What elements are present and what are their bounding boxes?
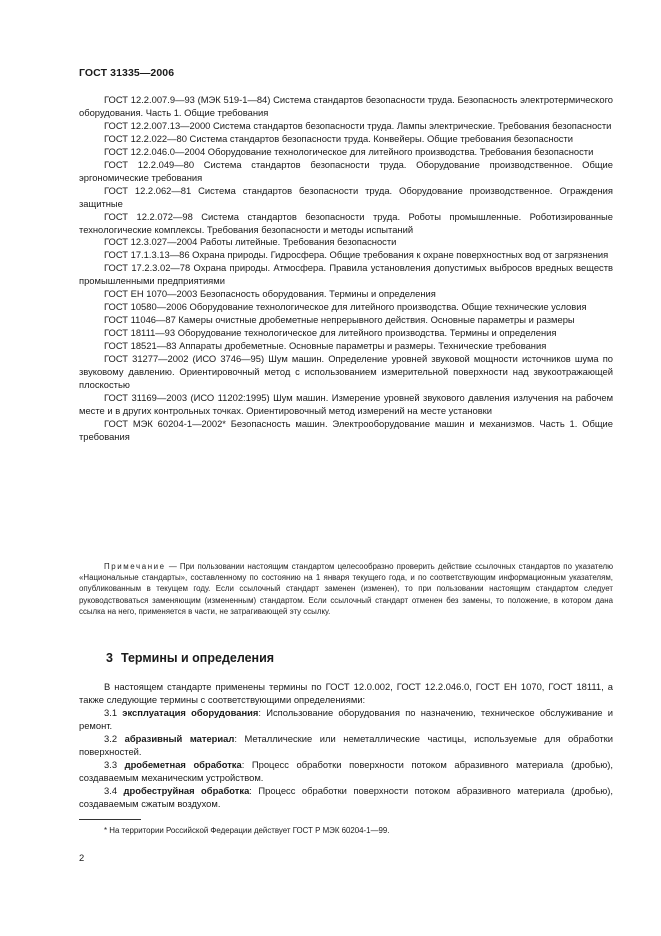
reference-item <box>79 301 613 314</box>
reference-item <box>79 120 613 133</box>
page-header-standard-title: ГОСТ 31335—2006 <box>79 67 175 79</box>
reference-item <box>79 211 613 237</box>
normative-references-list <box>79 94 613 444</box>
reference-item <box>79 185 613 211</box>
reference-code: ГОСТ 12.2.007.13—2000 <box>104 119 211 131</box>
reference-item <box>79 392 613 418</box>
reference-title: Охрана природы. Гидросфера. Общие требования к охране поверхностных вод от загрязнения <box>192 249 609 261</box>
term-definition <box>79 707 613 733</box>
reference-title: Система стандартов безопасности труда. Роботы промышленные. Роботизированные технологические комплексы. Требования безопасности и методы испытаний <box>79 210 613 235</box>
reference-code: ГОСТ 12.2.072—98 <box>104 210 193 222</box>
reference-code: ГОСТ МЭК 60204-1—2002* <box>104 417 226 429</box>
reference-title: Оборудование технологическое для литейного производства. Термины и определения <box>177 327 557 339</box>
reference-code: ГОСТ 18111—93 <box>104 327 176 339</box>
reference-item <box>79 159 613 185</box>
reference-item <box>79 262 613 288</box>
term-name: абразивный материал <box>124 732 235 744</box>
reference-title: Система стандартов безопасности труда. Безопасность электротермического оборудования. Часть 1. Общие требования <box>79 94 614 118</box>
reference-code: ГОСТ 12.2.046.0—2004 <box>104 145 206 157</box>
reference-item <box>79 418 613 444</box>
term-definition-text: : Процесс обработки поверхности потоком абразивного материала (дробью), создаваемым механическим устройством. <box>79 758 613 783</box>
reference-item <box>79 146 613 159</box>
reference-item <box>79 249 613 262</box>
term-definition <box>79 759 613 785</box>
reference-code: ГОСТ ЕН 1070—2003 <box>104 288 198 300</box>
term-name: эксплуатация оборудования <box>122 706 259 718</box>
section-heading <box>106 651 274 665</box>
footnote-separator <box>79 819 141 820</box>
term-name: дробеметная обработка <box>124 758 242 770</box>
references-note <box>79 561 613 617</box>
term-definition <box>79 733 613 759</box>
reference-title: Аппараты дробеметные. Основные параметры и размеры. Технические требования <box>179 340 547 352</box>
section-title-text: Термины и определения <box>120 651 275 665</box>
reference-code: ГОСТ 11046—87 <box>104 314 176 326</box>
reference-code: ГОСТ 12.2.022—80 <box>104 132 187 144</box>
reference-code: ГОСТ 31169—2003 (ИСО 11202:1995) <box>104 391 270 403</box>
term-definition-text: : Процесс обработки поверхности потоком абразивного материала (дробью), создаваемым сжатым воздухом. <box>79 784 613 809</box>
term-definition-text: : Использование оборудования по назначению, техническое обслуживание и ремонт. <box>79 706 613 731</box>
reference-title: Работы литейные. Требования безопасности <box>199 236 397 248</box>
reference-title: Шум машин. Измерение уровней звукового давления излучения на рабочем месте и в других контрольных точках. Ориентировочный метод измерений на месте установки <box>79 391 614 416</box>
term-definition <box>79 785 613 811</box>
reference-code: ГОСТ 17.1.3.13—86 <box>104 249 190 261</box>
section-number: 3 <box>106 651 113 665</box>
reference-code: ГОСТ 18521—83 <box>104 340 177 352</box>
reference-code: ГОСТ 17.2.3.02—78 <box>104 262 191 274</box>
reference-title: Безопасность машин. Электрооборудование машин и механизмов. Часть 1. Общие требования <box>79 417 613 442</box>
terms-definitions-body <box>79 681 613 811</box>
reference-title: Система стандартов безопасности труда. Конвейеры. Общие требования безопасности <box>189 132 574 144</box>
term-number: 3.2 <box>104 732 118 744</box>
reference-code: ГОСТ 12.2.062—81 <box>104 184 192 196</box>
reference-title: Система стандартов безопасности труда. Оборудование производственное. Ограждения защитные <box>79 184 613 209</box>
page-number: 2 <box>79 852 85 863</box>
terms-intro-paragraph: В настоящем стандарте применены термины по ГОСТ 12.0.002, ГОСТ 12.2.046.0, ГОСТ ЕН 1070, ГОСТ 18111, а также следующие термины с соответствующими определениями: <box>79 681 613 705</box>
reference-title: Камеры очистные дробеметные непрерывного действия. Основные параметры и размеры <box>178 314 575 326</box>
term-number: 3.4 <box>104 784 118 796</box>
reference-title: Система стандартов безопасности труда. Оборудование производственное. Общие эргономические требования <box>79 158 613 183</box>
reference-title: Безопасность оборудования. Термины и определения <box>199 288 436 300</box>
term-number: 3.1 <box>104 706 118 718</box>
reference-code: ГОСТ 12.2.007.9—93 (МЭК 519-1—84) <box>104 94 271 105</box>
term-name: дробеструйная обработка <box>123 784 250 796</box>
document-page <box>79 0 613 936</box>
reference-item <box>79 288 613 301</box>
footnote-text: * На территории Российской Федерации действует ГОСТ Р МЭК 60204-1—99. <box>104 826 390 835</box>
reference-title: Оборудование технологическое для литейного производства. Общие технические условия <box>189 301 587 313</box>
reference-code: ГОСТ 10580—2006 <box>104 301 187 313</box>
reference-item <box>79 340 613 353</box>
reference-item <box>79 353 613 392</box>
reference-code: ГОСТ 31277—2002 (ИСО 3746—95) <box>104 353 265 365</box>
reference-item <box>79 94 613 120</box>
reference-code: ГОСТ 12.3.027—2004 <box>104 236 198 248</box>
reference-item <box>79 133 613 146</box>
note-text: — При пользовании настоящим стандартом целесообразно проверить действие ссылочных стандартов по указателю «Национальные стандарты», составленному по состоянию на 1 января текущего года, и по соответствующим информационным указателям, опубликованным в текущем году. Если ссылочный стандарт заменен (изменен), то при пользовании настоящим стандартом следует руководствоваться заменяющим (измененным) стандартом. Если ссылочный стандарт отменен без замены, то положение, в котором дана ссылка на него, применяется в части, не затрагивающей эту ссылку. <box>79 562 613 616</box>
reference-item <box>79 314 613 327</box>
reference-title: Система стандартов безопасности труда. Лампы электрические. Требования безопасности <box>213 119 612 131</box>
term-number: 3.3 <box>104 758 118 770</box>
reference-title: Оборудование технологическое для литейного производства. Требования безопасности <box>207 145 594 157</box>
reference-title: Шум машин. Определение уровней звуковой мощности источников шума по звуковому давлению. Ориентировочный метод с использованием измерительной поверхности над звукоотражающей плоскостью <box>79 353 613 390</box>
reference-code: ГОСТ 12.2.049—80 <box>104 158 195 170</box>
term-definition-text: : Металлические или неметаллические частицы, используемые для обработки поверхностей. <box>79 732 613 757</box>
reference-title: Охрана природы. Атмосфера. Правила установления допустимых выбросов вредных веществ промышленными предприятиями <box>79 262 613 287</box>
note-label: Примечание <box>104 562 166 571</box>
reference-item <box>79 327 613 340</box>
reference-item <box>79 236 613 249</box>
